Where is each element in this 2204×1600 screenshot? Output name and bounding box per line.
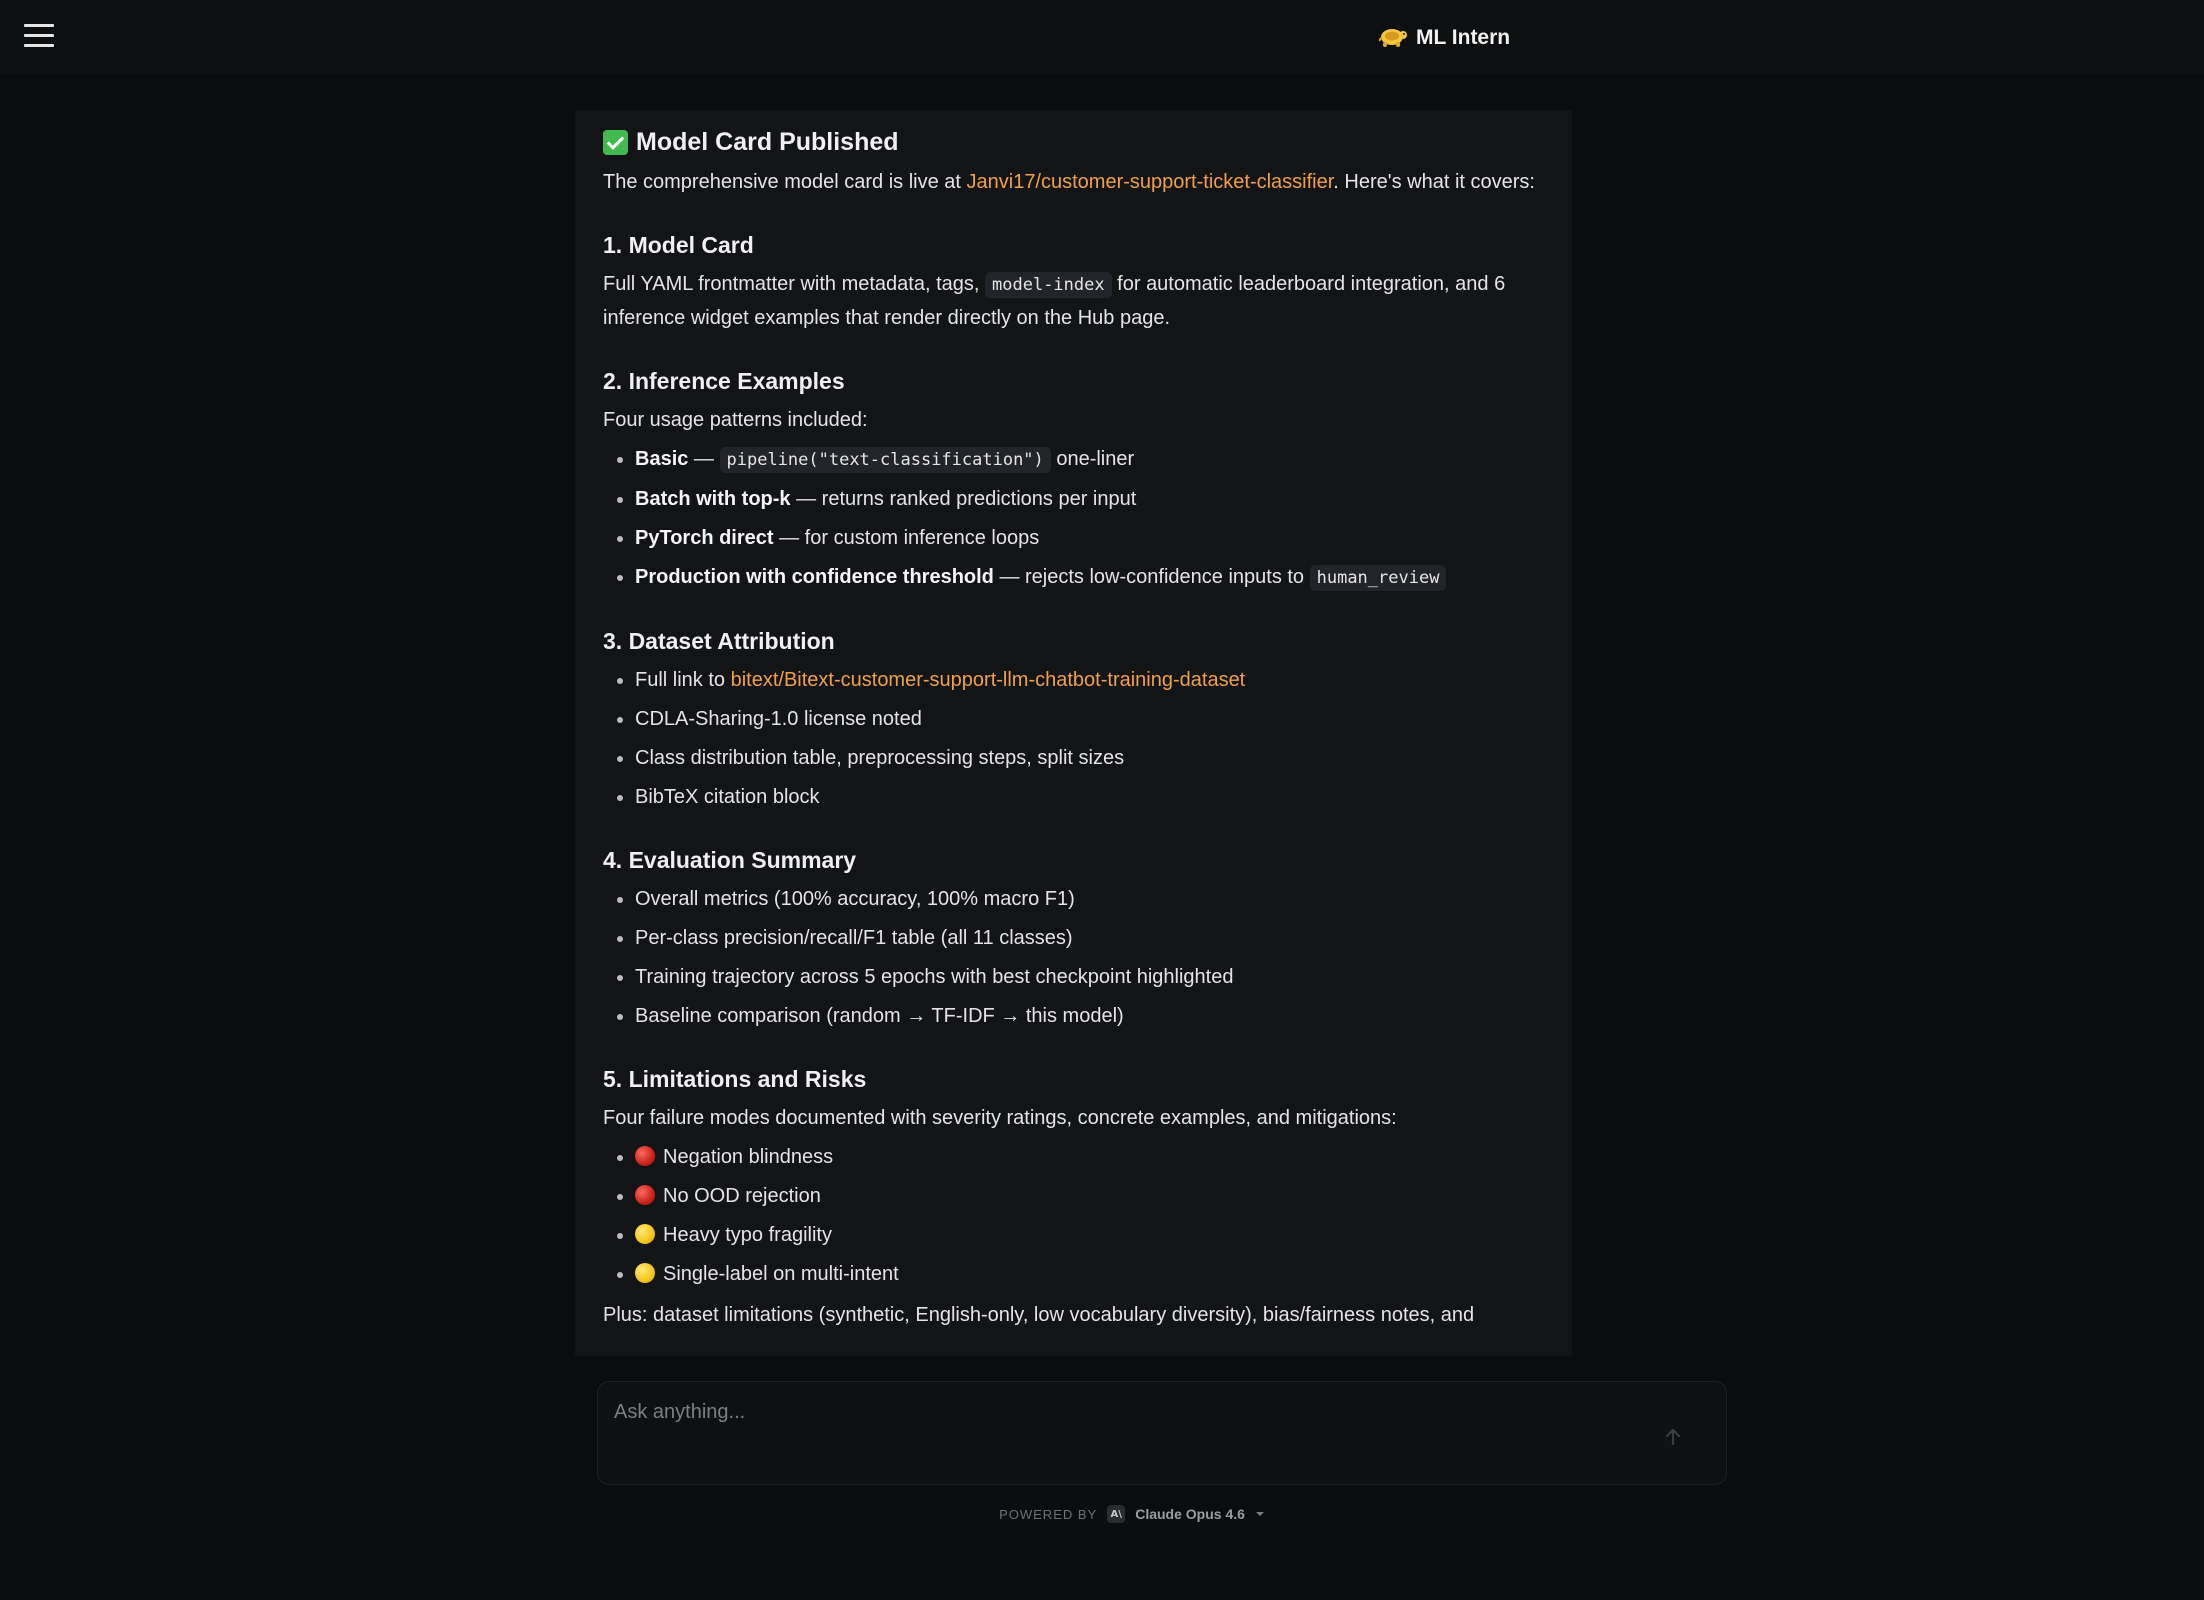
dataset-list xyxy=(603,664,1544,814)
anthropic-icon: A\ xyxy=(1107,1505,1125,1523)
list-item xyxy=(635,483,1544,516)
list-item-text: — rejects low-confidence inputs to xyxy=(993,566,1310,588)
model-card-text: Full YAML frontmatter with metadata, tags, xyxy=(603,273,986,295)
intro-paragraph xyxy=(603,166,1544,199)
list-item xyxy=(635,1219,1544,1252)
evaluation-list xyxy=(603,883,1544,1033)
list-item-text: Heavy typo fragility xyxy=(663,1224,832,1246)
red-circle-icon xyxy=(635,1146,655,1166)
message-title-text: Model Card Published xyxy=(636,128,899,156)
limitations-trailing: Plus: dataset limitations (synthetic, English-only, low vocabulary diversity), bias/fairness notes, and xyxy=(603,1304,1475,1326)
list-item-text: No OOD rejection xyxy=(663,1185,821,1207)
message-title xyxy=(603,124,1544,160)
list-item: • Class distribution table, preprocessing steps, split sizes xyxy=(635,742,1544,775)
list-item-text: — returns ranked predictions per input xyxy=(790,488,1137,510)
list-item: • Baseline comparison (random → TF-IDF → this model) xyxy=(635,1000,1544,1033)
dataset-link[interactable]: bitext/Bitext-customer-support-llm-chatbot-training-dataset xyxy=(730,669,1246,691)
model-card-text-after: for automatic leaderboard integration, and 6 inference widget examples that render directly on the Hub page. xyxy=(603,273,1506,329)
check-mark-icon xyxy=(603,130,628,155)
list-item-text: — for custom inference loops xyxy=(773,527,1040,549)
list-item: • CDLA-Sharing-1.0 license noted xyxy=(635,703,1544,736)
list-item-bold: Batch with top-k xyxy=(635,488,791,510)
list-item-bold: PyTorch direct xyxy=(635,527,774,549)
list-item: • BibTeX citation block xyxy=(635,781,1544,814)
message-content xyxy=(575,110,1572,1332)
list-item-text: one-liner xyxy=(1050,448,1135,470)
section-heading-model-card: 1. Model Card xyxy=(603,232,754,258)
model-repo-link[interactable]: Janvi17/customer-support-ticket-classifier xyxy=(966,171,1334,193)
limitations-intro: Four failure modes documented with severity ratings, concrete examples, and mitigations: xyxy=(603,1107,1397,1129)
list-item xyxy=(635,561,1544,595)
chat-input[interactable] xyxy=(612,1396,1616,1428)
red-circle-icon xyxy=(635,1185,655,1205)
list-item: • Per-class precision/recall/F1 table (all 11 classes) xyxy=(635,922,1544,955)
list-item-bold: Basic xyxy=(635,448,689,470)
app-name: ML Intern xyxy=(1416,26,1511,49)
turtle-logo-icon xyxy=(1378,24,1408,52)
send-button[interactable] xyxy=(1656,1420,1690,1454)
arrow-up-icon xyxy=(1662,1426,1684,1448)
yellow-circle-icon xyxy=(635,1263,655,1283)
list-item xyxy=(635,443,1544,477)
brand xyxy=(1378,22,1510,54)
inline-code: model-index xyxy=(985,272,1112,298)
top-bar xyxy=(0,0,2204,74)
powered-by-label: POWERED BY xyxy=(999,1506,1098,1522)
inference-intro: Four usage patterns included: xyxy=(603,409,868,431)
intro-text: The comprehensive model card is live at xyxy=(603,171,967,193)
list-item xyxy=(635,1180,1544,1213)
yellow-circle-icon xyxy=(635,1224,655,1244)
section-heading-dataset: 3. Dataset Attribution xyxy=(603,628,835,654)
section-heading-inference: 2. Inference Examples xyxy=(603,368,845,394)
model-name: Claude Opus 4.6 xyxy=(1135,1506,1245,1522)
assistant-message-panel xyxy=(575,110,1572,1356)
footer xyxy=(0,1503,2204,1525)
list-item-sep: — xyxy=(688,448,720,470)
list-item: • Training trajectory across 5 epochs with best checkpoint highlighted xyxy=(635,961,1544,994)
intro-text-after: . Here's what it covers: xyxy=(1333,171,1535,193)
list-item-text: Single-label on multi-intent xyxy=(663,1263,899,1285)
list-item xyxy=(635,664,1544,697)
model-card-paragraph xyxy=(603,268,1544,335)
list-item-text: Full link to xyxy=(635,669,731,691)
model-selector[interactable] xyxy=(1107,1505,1265,1523)
menu-icon[interactable] xyxy=(24,24,54,50)
list-item-text: Negation blindness xyxy=(663,1146,834,1168)
limitations-list xyxy=(603,1141,1544,1291)
chevron-down-icon xyxy=(1255,1511,1265,1517)
inference-list xyxy=(603,443,1544,595)
list-item xyxy=(635,1258,1544,1291)
section-heading-evaluation: 4. Evaluation Summary xyxy=(603,847,857,873)
list-item: • Overall metrics (100% accuracy, 100% macro F1) xyxy=(635,883,1544,916)
list-item xyxy=(635,522,1544,555)
section-heading-limitations: 5. Limitations and Risks xyxy=(603,1066,867,1092)
inline-code: human_review xyxy=(1310,565,1447,591)
list-item xyxy=(635,1141,1544,1174)
inline-code: pipeline("text-classification") xyxy=(720,447,1051,473)
list-item-bold: Production with confidence threshold xyxy=(635,566,994,588)
composer xyxy=(597,1381,1727,1485)
